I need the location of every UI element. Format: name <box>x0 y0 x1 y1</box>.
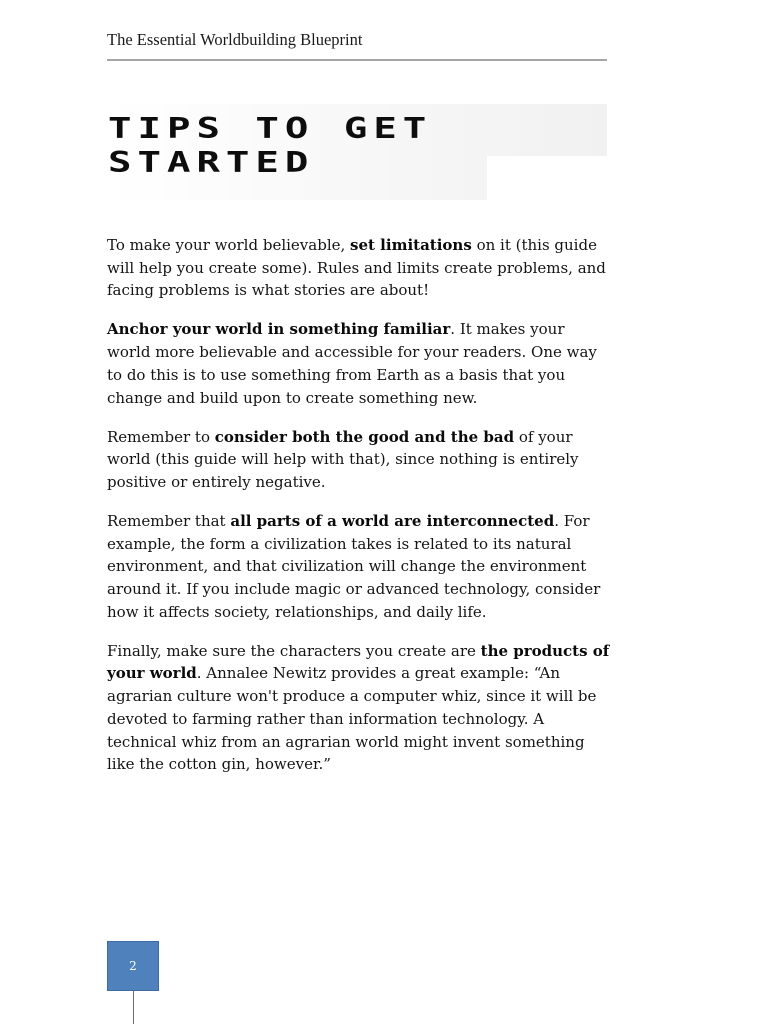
paragraph-text: on it (this guide will help you create some). Rules and limits create problems, and facing problems is what stories are about! <box>107 236 606 300</box>
page-number-line <box>133 990 134 1024</box>
page-number-box <box>107 941 159 991</box>
paragraph-text: To make your world believable, <box>107 236 351 254</box>
emphasis-text: Anchor your world in something familiar <box>107 320 451 339</box>
page-title-line-2: STARTED <box>108 146 315 179</box>
paragraph <box>107 234 612 302</box>
body-text <box>107 234 612 792</box>
paragraph-text: Remember to <box>107 427 215 446</box>
paragraph-text: . Annalee Newitz provides a great example: “An agrarian culture won't produce a computer whiz, since it will be devoted to farming rather than information technology. A technical whiz from an agrarian world might invent something like the cotton gin, however.” <box>107 664 597 774</box>
emphasis-text: consider both the good and the bad <box>214 427 515 446</box>
page-number: 2 <box>129 959 137 973</box>
paragraph-text: . It makes your world more believable and accessible for your readers. One way to do this is to use something from Earth as a basis that you change and build upon to create something new. <box>107 320 597 407</box>
paragraph <box>107 510 612 624</box>
page-title-line-1: TIPS TO GET <box>108 112 433 146</box>
paragraph-text: Finally, make sure the characters you create are <box>107 641 481 660</box>
paragraph <box>107 426 612 494</box>
paragraph-text: of your world (this guide will help with that), since nothing is entirely positive or entirely negative. <box>107 427 579 491</box>
paragraph <box>107 640 612 776</box>
emphasis-text: set limitations <box>350 236 472 254</box>
running-header: The Essential Worldbuilding Blueprint <box>107 30 363 49</box>
header-rule <box>107 59 607 61</box>
paragraph-text: . For example, the form a civilization takes is related to its natural environment, and that civilization will change the environment around it. If you include magic or advanced technology, consider how it affects society, relationships, and daily life. <box>107 511 601 621</box>
emphasis-text: the products of your world <box>107 641 610 683</box>
paragraph <box>107 318 612 409</box>
paragraph-text: Remember that <box>107 511 231 530</box>
emphasis-text: all parts of a world are interconnected <box>230 511 555 530</box>
page-title <box>108 112 598 180</box>
